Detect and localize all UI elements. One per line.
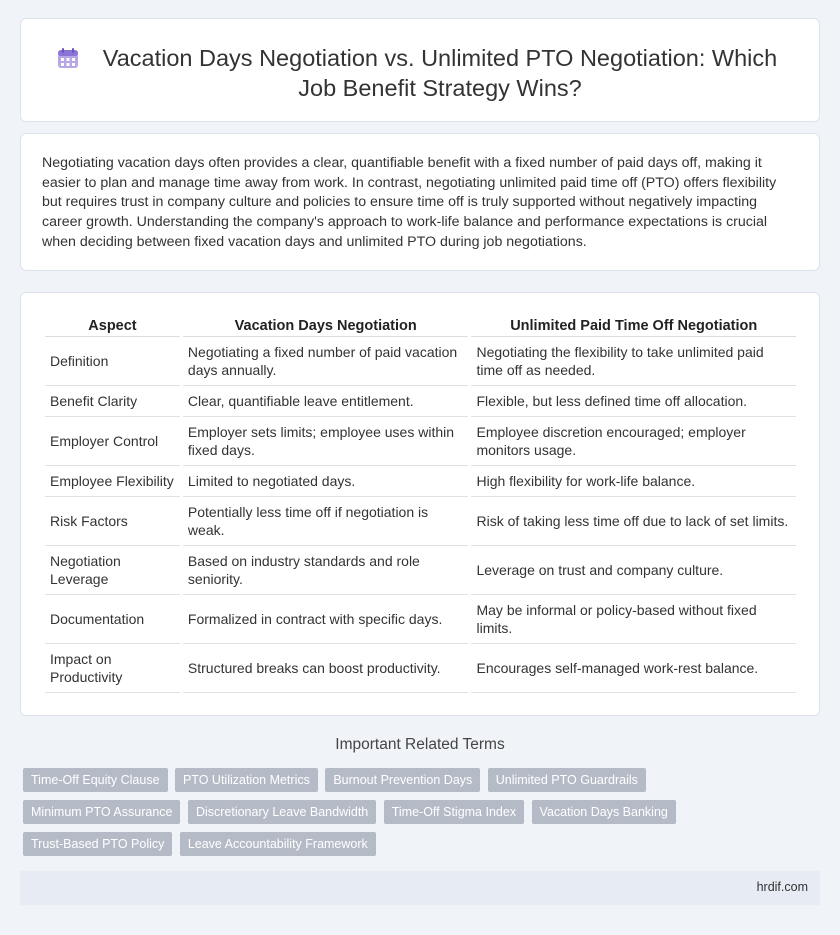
table-row [45, 595, 796, 644]
table-cell-vacation: Clear, quantifiable leave entitlement. [183, 386, 469, 417]
table-cell-aspect: Impact on Productivity [45, 644, 180, 693]
column-header: Vacation Days Negotiation [183, 315, 469, 337]
comparison-table-card [20, 292, 820, 716]
header-card [20, 18, 820, 122]
table-cell-unlimited: May be informal or policy-based without fixed limits. [471, 595, 796, 644]
related-term-tag[interactable]: Minimum PTO Assurance [23, 800, 180, 824]
related-term-tag[interactable]: PTO Utilization Metrics [175, 768, 318, 792]
page-title: Vacation Days Negotiation vs. Unlimited PTO Negotiation: Which Job Benefit Strategy Wins? [102, 45, 778, 101]
related-terms-heading: Important Related Terms [335, 736, 505, 753]
calendar-icon [57, 47, 79, 69]
table-cell-aspect: Negotiation Leverage [45, 546, 180, 595]
comparison-table [42, 315, 799, 693]
table-cell-unlimited: High flexibility for work-life balance. [471, 466, 796, 497]
related-term-tag[interactable]: Burnout Prevention Days [325, 768, 480, 792]
table-cell-vacation: Employer sets limits; employee uses within fixed days. [183, 417, 469, 466]
related-terms-list [23, 768, 813, 864]
table-row [45, 386, 796, 417]
title-wrap [21, 43, 819, 103]
related-term-tag[interactable]: Trust-Based PTO Policy [23, 832, 172, 856]
table-row [45, 497, 796, 546]
related-term-tag[interactable]: Vacation Days Banking [532, 800, 676, 824]
column-header: Aspect [45, 315, 180, 337]
table-cell-aspect: Benefit Clarity [45, 386, 180, 417]
table-cell-aspect: Documentation [45, 595, 180, 644]
table-cell-vacation: Potentially less time off if negotiation is weak. [183, 497, 469, 546]
related-term-tag[interactable]: Discretionary Leave Bandwidth [188, 800, 376, 824]
column-header: Unlimited Paid Time Off Negotiation [471, 315, 796, 337]
intro-paragraph: Negotiating vacation days often provides a clear, quantifiable benefit with a fixed number of paid days off, making it easier to plan and manage time away from work. In contrast, negotiating unlimited paid time off (PTO) offers flexibility but requires trust in company culture and policies to ensure time off is truly supported without negatively impacting career growth. Understanding the company's approach to work-life balance and performance expectations is crucial when deciding between fixed vacation days and unlimited PTO during job negotiations. [42, 155, 777, 250]
table-cell-aspect: Risk Factors [45, 497, 180, 546]
table-cell-vacation: Limited to negotiated days. [183, 466, 469, 497]
table-header-row [45, 315, 796, 337]
footer [20, 871, 820, 905]
table-cell-unlimited: Risk of taking less time off due to lack of set limits. [471, 497, 796, 546]
table-cell-unlimited: Leverage on trust and company culture. [471, 546, 796, 595]
related-term-tag[interactable]: Time-Off Stigma Index [384, 800, 524, 824]
table-cell-unlimited: Encourages self-managed work-rest balance. [471, 644, 796, 693]
table-cell-vacation: Based on industry standards and role seniority. [183, 546, 469, 595]
related-term-tag[interactable]: Leave Accountability Framework [180, 832, 376, 856]
table-row [45, 546, 796, 595]
table-cell-aspect: Definition [45, 337, 180, 386]
table-row [45, 466, 796, 497]
table-row [45, 337, 796, 386]
table-row [45, 644, 796, 693]
related-term-tag[interactable]: Time-Off Equity Clause [23, 768, 168, 792]
table-cell-vacation: Negotiating a fixed number of paid vacation days annually. [183, 337, 469, 386]
footer-site-link[interactable]: hrdif.com [756, 880, 808, 894]
table-cell-unlimited: Employee discretion encouraged; employer monitors usage. [471, 417, 796, 466]
table-cell-aspect: Employee Flexibility [45, 466, 180, 497]
table-cell-vacation: Structured breaks can boost productivity. [183, 644, 469, 693]
related-term-tag[interactable]: Unlimited PTO Guardrails [488, 768, 646, 792]
intro-card [20, 133, 820, 271]
table-row [45, 417, 796, 466]
table-cell-vacation: Formalized in contract with specific days. [183, 595, 469, 644]
table-cell-unlimited: Negotiating the flexibility to take unlimited paid time off as needed. [471, 337, 796, 386]
table-cell-unlimited: Flexible, but less defined time off allocation. [471, 386, 796, 417]
table-cell-aspect: Employer Control [45, 417, 180, 466]
